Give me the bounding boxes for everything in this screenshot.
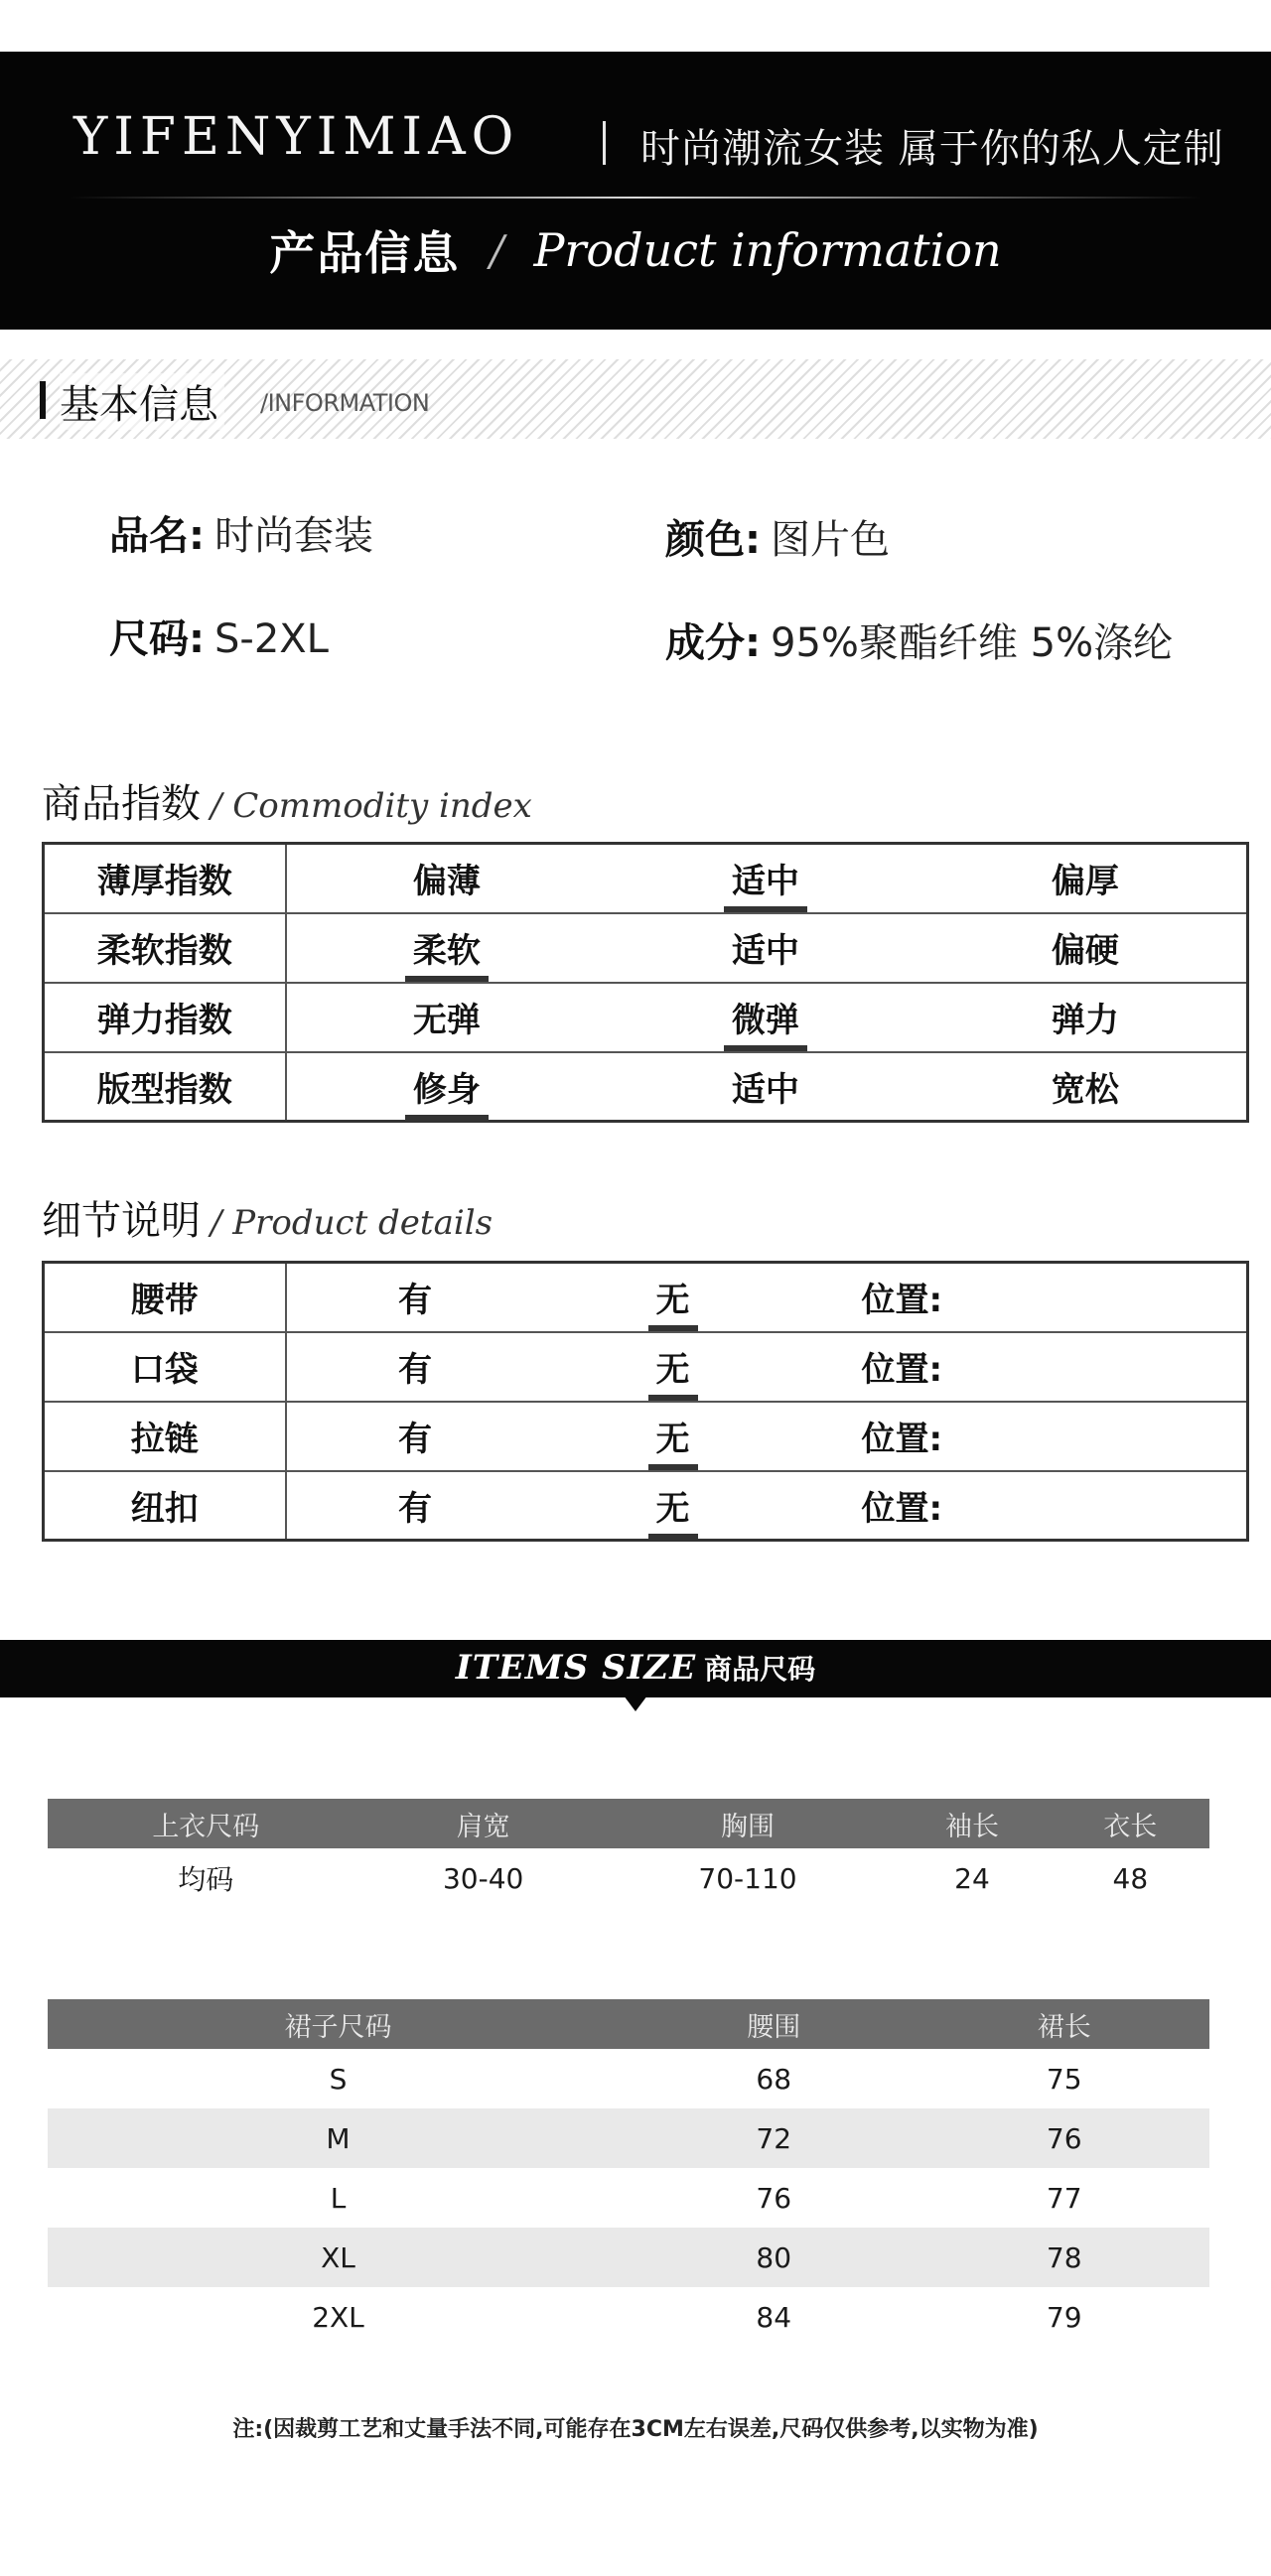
detail-no: 无 [652, 1481, 694, 1530]
product-details-title-en: / Product details [211, 1203, 494, 1243]
detail-position-cell [802, 1332, 1248, 1402]
top-size-cell: 48 [1112, 1861, 1149, 1895]
info-size-value: S-2XL [214, 616, 329, 662]
table-row [44, 983, 1248, 1052]
product-details-table [42, 1261, 1249, 1542]
info-name-value: 时尚套装 [214, 513, 373, 559]
index-option-cell [607, 1052, 923, 1122]
index-label: 柔软指数 [44, 913, 286, 983]
index-option-cell [607, 913, 923, 983]
table-row [44, 913, 1248, 983]
product-details-title [42, 1189, 493, 1246]
commodity-index-title-en: / Commodity index [211, 786, 532, 826]
page-title-en: Product information [533, 223, 1002, 277]
index-option-cell [607, 844, 923, 913]
skirt-size-cell: 2XL [312, 2300, 364, 2334]
items-size-band [0, 1640, 1271, 1697]
index-option-cell [286, 844, 608, 913]
top-size-header: 胸围 [603, 1799, 894, 1848]
detail-no-cell [544, 1332, 802, 1402]
index-option-cell [924, 983, 1248, 1052]
index-option: 适中 [728, 854, 803, 902]
index-option-cell [286, 1052, 608, 1122]
detail-yes: 有 [398, 1420, 432, 1459]
index-option-cell [286, 913, 608, 983]
page-title [0, 210, 1271, 290]
skirt-size-cell: L [330, 2181, 347, 2215]
top-size-cell: 70-110 [698, 1861, 797, 1895]
info-name-label: 品名: [109, 513, 205, 559]
top-size-header: 肩宽 [364, 1799, 603, 1848]
detail-yes-cell [286, 1471, 544, 1541]
detail-yes-cell [286, 1332, 544, 1402]
detail-label: 拉链 [44, 1402, 286, 1471]
page-title-zh: 产品信息 [269, 226, 461, 280]
skirt-size-cell: 75 [1046, 2062, 1082, 2096]
table-row [48, 2228, 1209, 2287]
size-note: 注:(因裁剪工艺和丈量手法不同,可能存在3CM左右误差,尺码仅供参考,以实物为准) [232, 2417, 1039, 2442]
info-material-value: 95%聚酯纤维 5%涤纶 [771, 620, 1174, 666]
detail-no-cell [544, 1402, 802, 1471]
index-option: 无弹 [412, 1001, 481, 1040]
section-marker [40, 381, 46, 419]
brand-name: YIFENYIMIAO [73, 107, 520, 167]
top-size-cell: 24 [954, 1861, 990, 1895]
table-row [44, 1332, 1248, 1402]
brand-divider [603, 121, 606, 165]
basic-info-title-en: /INFORMATION [260, 389, 430, 417]
table-row [48, 2108, 1209, 2168]
items-size-title-zh: 商品尺码 [704, 1653, 816, 1686]
commodity-index-title [42, 772, 532, 829]
info-size [109, 608, 329, 664]
table-row [48, 2287, 1209, 2347]
top-size-header: 衣长 [1052, 1799, 1209, 1848]
index-option: 宽松 [1051, 1069, 1119, 1110]
detail-label: 纽扣 [44, 1471, 286, 1541]
detail-no: 无 [652, 1273, 694, 1321]
header-banner [0, 52, 1271, 330]
table-row [48, 2168, 1209, 2228]
skirt-size-cell: 79 [1046, 2300, 1082, 2334]
detail-no: 无 [652, 1412, 694, 1460]
detail-position: 位置: [861, 1488, 943, 1529]
top-size-header: 上衣尺码 [48, 1799, 364, 1848]
top-size-cell: 30-40 [442, 1861, 524, 1895]
basic-info-title: 基本信息 [60, 373, 224, 430]
index-option-cell [286, 983, 608, 1052]
table-row [44, 1052, 1248, 1122]
index-option: 弹力 [1051, 1001, 1119, 1040]
top-size-table [48, 1799, 1209, 1908]
index-label: 弹力指数 [44, 983, 286, 1052]
table-row [44, 1402, 1248, 1471]
items-size-title-en: ITEMS SIZE [455, 1648, 697, 1688]
info-size-label: 尺码: [109, 616, 205, 662]
info-color-value: 图片色 [771, 517, 890, 563]
index-option: 偏厚 [1051, 862, 1119, 902]
skirt-size-cell: 68 [756, 2062, 792, 2096]
skirt-size-cell: 76 [756, 2181, 792, 2215]
detail-label: 口袋 [44, 1332, 286, 1402]
skirt-size-table [48, 1999, 1209, 2347]
skirt-size-cell: XL [48, 2228, 629, 2287]
detail-position-cell [802, 1263, 1248, 1332]
table-row [44, 1263, 1248, 1332]
index-option: 修身 [409, 1062, 485, 1111]
index-option: 适中 [731, 1069, 799, 1110]
info-material-label: 成分: [665, 620, 761, 666]
skirt-size-cell: 84 [756, 2300, 792, 2334]
detail-yes: 有 [398, 1350, 432, 1390]
index-option-cell [607, 983, 923, 1052]
table-row [44, 1471, 1248, 1541]
info-material [665, 611, 1173, 668]
skirt-size-cell: 80 [629, 2228, 919, 2287]
detail-yes-cell [286, 1263, 544, 1332]
info-color [665, 508, 890, 565]
index-option: 微弹 [728, 993, 803, 1041]
banner-divider [70, 197, 1201, 199]
index-label: 薄厚指数 [44, 844, 286, 913]
table-row [48, 1848, 1209, 1908]
skirt-size-header: 裙子尺码 [48, 1999, 629, 2049]
commodity-index-title-zh: 商品指数 [42, 781, 201, 827]
detail-no: 无 [652, 1342, 694, 1391]
top-size-header: 袖长 [893, 1799, 1051, 1848]
top-size-cell: 均码 [178, 1863, 234, 1896]
detail-position: 位置: [861, 1281, 943, 1321]
info-color-label: 颜色: [665, 517, 761, 563]
items-size-title [0, 1648, 1271, 1688]
skirt-size-cell: M [48, 2108, 629, 2168]
index-option-cell [924, 913, 1248, 983]
commodity-index-table [42, 842, 1249, 1123]
index-option: 偏薄 [412, 862, 481, 902]
skirt-size-cell: 77 [1046, 2181, 1082, 2215]
skirt-size-header: 腰围 [629, 1999, 919, 2049]
skirt-size-cell: 76 [919, 2108, 1210, 2168]
detail-yes: 有 [398, 1488, 432, 1529]
skirt-size-cell: S [329, 2062, 348, 2096]
basic-info-header [0, 359, 1271, 439]
index-option: 偏硬 [1051, 931, 1119, 971]
detail-position: 位置: [861, 1420, 943, 1459]
detail-label: 腰带 [44, 1263, 286, 1332]
detail-position-cell [802, 1402, 1248, 1471]
skirt-size-cell: 72 [629, 2108, 919, 2168]
skirt-size-cell: 78 [919, 2228, 1210, 2287]
detail-yes-cell [286, 1402, 544, 1471]
items-size-arrow [624, 1695, 647, 1711]
detail-no-cell [544, 1263, 802, 1332]
skirt-size-header: 裙长 [919, 1999, 1210, 2049]
info-name [109, 504, 373, 561]
index-option-cell [924, 844, 1248, 913]
detail-yes: 有 [398, 1281, 432, 1321]
detail-position: 位置: [861, 1350, 943, 1390]
table-row [44, 844, 1248, 913]
index-option: 适中 [731, 931, 799, 971]
index-option-cell [924, 1052, 1248, 1122]
detail-no-cell [544, 1471, 802, 1541]
page-title-slash: / [490, 225, 504, 275]
table-row [48, 2049, 1209, 2108]
index-option: 柔软 [409, 923, 485, 972]
product-details-title-zh: 细节说明 [42, 1198, 201, 1244]
index-label: 版型指数 [44, 1052, 286, 1122]
detail-position-cell [802, 1471, 1248, 1541]
brand-slogan: 时尚潮流女装 属于你的私人定制 [640, 126, 1224, 172]
